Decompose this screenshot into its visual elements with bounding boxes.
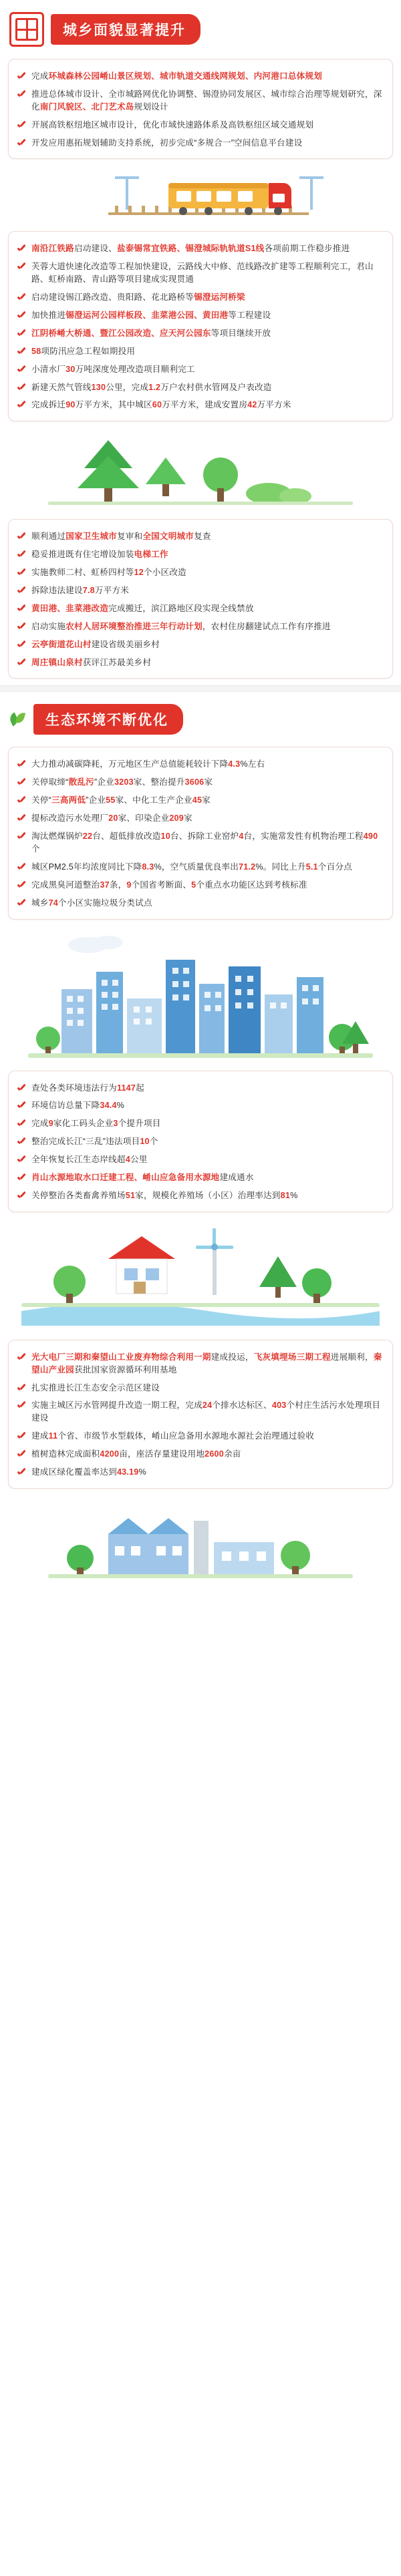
list-item <box>17 564 384 582</box>
list-item-text: 推进总体城市设计、全市城路网优化协调整、锡澄协同发展区、城市综合治理等规划研究，深化南门风貌区、北门艺术岛规划设计 <box>31 89 382 112</box>
check-icon <box>17 1353 27 1363</box>
check-icon <box>17 1084 27 1094</box>
list-item-text: 城乡74个小区实施垃圾分类试点 <box>31 898 152 908</box>
section-ecology <box>0 692 401 1606</box>
list-item-text: 城区PM2.5年均浓度同比下降8.3%，空气质量优良率出71.2%。同比上升5.1个百分点 <box>31 862 352 872</box>
list-item <box>17 1397 384 1427</box>
list-item <box>17 654 384 672</box>
list-item-text: 植树造林完成面积4200亩，座活存量建设用地2600余亩 <box>31 1449 241 1459</box>
check-icon <box>17 1155 27 1165</box>
list-item <box>17 582 384 600</box>
card-list <box>8 59 393 159</box>
list-item <box>17 1169 384 1187</box>
list-item-text: 全年恢复长江生态岸线超4公里 <box>31 1155 148 1165</box>
check-icon <box>17 604 27 614</box>
check-icon <box>17 1119 27 1129</box>
list-item <box>17 116 384 134</box>
list-item-text: 扎实推进长江生态安全示范区建设 <box>31 1383 160 1393</box>
list-item-text: 光大电厂三期和秦望山工业废弃物综合利用一期建成投运，飞灰填埋场三期工程进展顺利，秦望山产业园获批国家资源循环利用基地 <box>31 1352 382 1374</box>
trees-illustration <box>8 427 393 514</box>
check-icon <box>17 881 27 891</box>
check-icon <box>17 1137 27 1147</box>
section-header <box>0 0 401 53</box>
list-item-text: 新建天然气管线130公里，完成1.2万户农村供水管网及户表改造 <box>31 382 272 392</box>
list-item <box>17 379 384 397</box>
check-icon <box>17 778 27 788</box>
check-icon <box>17 293 27 303</box>
list-item <box>17 791 384 809</box>
list-item <box>17 809 384 827</box>
check-icon <box>17 659 27 669</box>
card-list <box>8 1340 393 1489</box>
check-icon <box>17 1191 27 1202</box>
list-item <box>17 396 384 414</box>
list-item-text: 大力推动减碳降耗，万元地区生产总值能耗较计下降4.3%左右 <box>31 759 265 769</box>
check-icon <box>17 832 27 842</box>
card-list <box>8 1071 393 1212</box>
list-item-text: 58项防汛应急工程如期投用 <box>31 346 136 356</box>
card-list <box>8 231 393 421</box>
check-icon <box>17 401 27 411</box>
list-item-text: 开发应用惠拓规划辅助支持系统，初步完成“多规合一”空间信息平台建设 <box>31 138 303 148</box>
list-item-text: 关停“三高两低”企业55家、中化工生产企业45家 <box>31 795 211 805</box>
list-item-text: 完成9家化工码头企业3个提升项目 <box>31 1119 161 1129</box>
check-icon <box>17 899 27 909</box>
list-item <box>17 858 384 876</box>
list-item-text: 建成区绿化覆盖率达到43.19% <box>31 1467 146 1477</box>
check-icon <box>17 1401 27 1411</box>
list-item <box>17 240 384 258</box>
list-item <box>17 325 384 343</box>
factory-illustration <box>8 1494 393 1594</box>
list-item <box>17 1463 384 1481</box>
list-item <box>17 1427 384 1445</box>
city-emblem-icon <box>9 12 44 47</box>
list-item-text: 查处各类环境违法行为1147起 <box>31 1083 144 1093</box>
list-item-text: 完成拆迁90万平方米，其中城区60万平方米，建成安置房42万平方米 <box>31 400 291 410</box>
section-rural-urban <box>0 0 401 692</box>
list-item <box>17 600 384 618</box>
list-item <box>17 618 384 636</box>
list-item <box>17 85 384 116</box>
card-list <box>8 519 393 679</box>
list-item-text: 实施主城区污水管网提升改造一期工程，完成24个排水达标区、403个村庄生活污水处理项目建设 <box>31 1401 381 1423</box>
check-icon <box>17 1450 27 1460</box>
list-item-text: 关停整治各类畜禽养殖场51家，规模化养殖场（小区）治理率达到81% <box>31 1190 298 1200</box>
check-icon <box>17 796 27 806</box>
check-icon <box>17 1468 27 1478</box>
list-item <box>17 343 384 361</box>
city-illustration <box>8 925 393 1065</box>
check-icon <box>17 383 27 393</box>
list-item <box>17 1133 384 1151</box>
list-item-text: 肖山水源地取水口迁建工程、崤山应急备用水源地建成通水 <box>31 1172 254 1182</box>
list-item <box>17 773 384 791</box>
eco-illustration <box>8 1218 393 1334</box>
list-item-text: 环境信访总量下降34.4% <box>31 1101 125 1111</box>
list-item <box>17 894 384 912</box>
check-icon <box>17 139 27 149</box>
list-item-text: 淘汰燃煤锅炉22台、超低排放改造10台、拆除工业窑炉4台，实施常发性有机物治理工程490个 <box>31 832 378 854</box>
list-item <box>17 755 384 773</box>
list-item-text: 整治完成长江“三乱”违法项目10个 <box>31 1137 158 1147</box>
check-icon <box>17 244 27 254</box>
list-item <box>17 258 384 289</box>
list-item-text: 启动建设锡江路改造、贵阳路、花北路桥等锡澄运河桥梁 <box>31 293 245 303</box>
check-icon <box>17 863 27 873</box>
check-icon <box>17 814 27 824</box>
check-icon <box>17 1101 27 1111</box>
check-icon <box>17 1384 27 1394</box>
list-item <box>17 636 384 654</box>
check-icon <box>17 760 27 770</box>
list-item-text: 完成黑臭河道整治37条，9个国省考断面、5个重点水功能区达到考核标准 <box>31 880 307 890</box>
list-item-text: 提标改造污水处理厂20家、印染企业209家 <box>31 813 192 823</box>
check-icon <box>17 532 27 542</box>
section-title: 城乡面貌显著提升 <box>51 14 200 45</box>
list-item-text: 完成环城森林公园崤山景区规划、城市轨道交通线网规划、内河港口总体规划 <box>31 71 322 81</box>
check-icon <box>17 622 27 632</box>
list-item-text: 云亭街道花山村建设省级美丽乡村 <box>31 639 160 649</box>
list-item <box>17 876 384 894</box>
check-icon <box>17 329 27 339</box>
check-icon <box>17 1173 27 1183</box>
list-item <box>17 1079 384 1097</box>
check-icon <box>17 586 27 596</box>
check-icon <box>17 640 27 651</box>
section-divider <box>0 685 401 692</box>
check-icon <box>17 550 27 560</box>
list-item-text: 建成11个省、市级节水型载体，崤山应急备用水源地水源社会治理通过验收 <box>31 1431 315 1441</box>
list-item-text: 加快推进锡澄运河公园样板段、韭菜港公园、黄田港等工程建设 <box>31 311 271 321</box>
list-item-text: 江阴桥崤大桥通、暨江公园改造、应天河公园东等项目继续开放 <box>31 328 271 338</box>
list-item-text: 小清水厂30万吨深度处理改造项目顺利完工 <box>31 364 195 374</box>
list-item <box>17 289 384 307</box>
check-icon <box>17 90 27 100</box>
list-item <box>17 1379 384 1397</box>
list-item <box>17 1115 384 1133</box>
list-item <box>17 307 384 325</box>
leaf-emblem-icon <box>9 711 27 728</box>
check-icon <box>17 347 27 357</box>
list-item <box>17 1445 384 1463</box>
list-item <box>17 1151 384 1169</box>
section-header <box>0 692 401 741</box>
train-illustration <box>8 164 393 226</box>
list-item-text: 周庄镇山泉村获评江苏最美乡村 <box>31 657 152 667</box>
list-item <box>17 1187 384 1205</box>
list-item-text: 拆除违法建设7.8万平方米 <box>31 586 130 596</box>
check-icon <box>17 311 27 321</box>
list-item-text: 启动实施农村人居环境整治推进三年行动计划，农村住房翻建试点工作有序推进 <box>31 621 331 631</box>
list-item <box>17 528 384 546</box>
section-title: 生态环境不断优化 <box>33 704 183 735</box>
list-item <box>17 827 384 858</box>
list-item-text: 顺利通过国家卫生城市复审和全国文明城市复查 <box>31 532 211 542</box>
list-item-text: 黄田港、韭菜港改造完成搬迁，滨江路地区段实现全线禁放 <box>31 603 254 613</box>
list-item-text: 开展高铁枢纽地区城市设计，优化市域快速路体系及高铁枢纽区域交通规划 <box>31 120 314 130</box>
list-item-text: 芙蓉大道快速化改造等工程加快建设，云路线大中修、范线路改扩建等工程顺利完工，君山路、虹桥南路、青山路等项目建成实现贯通 <box>31 262 374 285</box>
check-icon <box>17 121 27 131</box>
list-item <box>17 361 384 379</box>
list-item-text: 关停取缔“散乱污”企业3203家、整治提升3606家 <box>31 777 213 787</box>
list-item <box>17 134 384 152</box>
list-item <box>17 1348 384 1379</box>
list-item <box>17 67 384 85</box>
list-item-text: 南沿江铁路启动建设、盐泰锡常宜铁路、锡澄城际轨轨道S1线各项前期工作稳步推进 <box>31 244 350 254</box>
card-list <box>8 747 393 919</box>
list-item <box>17 1097 384 1115</box>
check-icon <box>17 568 27 578</box>
list-item-text: 实施教师二村、虹桥四村等12个小区改造 <box>31 568 186 578</box>
list-item-text: 稳妥推进既有住宅增设加装电梯工作 <box>31 550 168 560</box>
check-icon <box>17 1432 27 1442</box>
check-icon <box>17 365 27 375</box>
list-item <box>17 546 384 564</box>
check-icon <box>17 262 27 272</box>
check-icon <box>17 72 27 82</box>
